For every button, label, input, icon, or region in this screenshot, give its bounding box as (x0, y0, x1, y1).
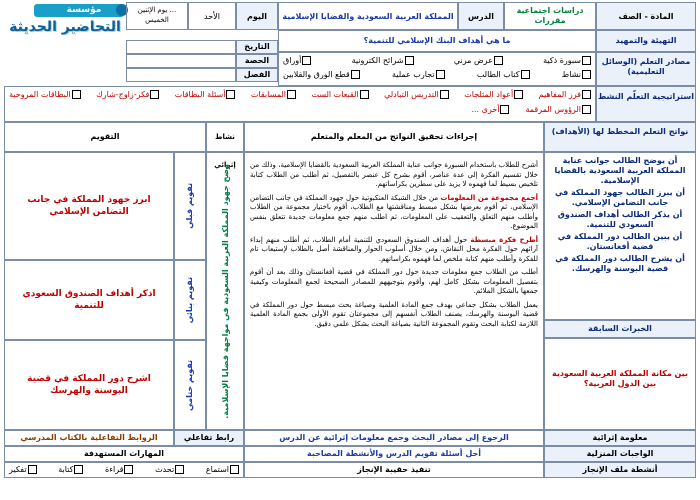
enrich-info-value-text: الرجوع إلى مصادر البحث وجمع معلومات إثرائية عن الدرس (279, 433, 509, 442)
strategy-item-label: التدريس التبادلي (384, 90, 439, 99)
day-label-text: اليوم (247, 12, 267, 21)
interactive-link-label-text: رابط تفاعلي (183, 433, 235, 442)
evaluation-stage (174, 152, 206, 260)
strategy-item-label: فكر-زاوج-شارك (96, 90, 150, 99)
procedure-lead: أطرح فكرة مبسطة (470, 235, 538, 244)
lesson-title (278, 2, 458, 30)
class-label (236, 68, 278, 82)
procedure-paragraph (250, 268, 538, 297)
logo-line2: التحاضير الحديثة (9, 19, 121, 35)
procedures-header (244, 122, 544, 152)
day-value-text: الأحد (204, 12, 220, 21)
resource-item-label: كتاب الطالب (476, 70, 520, 79)
homework-value-text: أحل أسئلة تقويم الدرس والأنشطة المصاحبة (307, 449, 481, 458)
checkbox-icon[interactable] (582, 56, 591, 65)
homework-value (244, 446, 544, 462)
checkbox-icon[interactable] (582, 70, 591, 79)
period-label-text: الحصة (244, 56, 270, 65)
prior-knowledge-question: بين مكانة المملكة العربية السعودية بين الدول العربية؟ (551, 369, 689, 388)
skills-box (4, 462, 244, 478)
strategy-item[interactable] (9, 90, 81, 100)
logo (4, 2, 126, 38)
subject-value-text: دراسات اجتماعية مقررات (516, 6, 584, 25)
day-label (236, 2, 278, 30)
checkbox-icon[interactable] (287, 90, 296, 99)
evaluation-header (4, 122, 206, 152)
resource-item[interactable] (543, 56, 591, 66)
enrichment-text: وضح جهود المملكة العربية السعودية في مواجهة قضايا الإسلامية. (220, 163, 230, 419)
strategy-item[interactable] (464, 90, 523, 100)
resource-item[interactable] (283, 56, 311, 66)
strategy-item[interactable] (251, 90, 296, 100)
skill-item-label: تحدث (155, 465, 175, 474)
resources-label (596, 52, 696, 86)
resource-item[interactable] (352, 56, 414, 66)
procedure-text: أشرح للطلاب باستخدام السبورة جوانب عناية المملكة العربية السعودية بالقضايا الإسلامية، وذلك من خلال تقسيم الفكرة إلى عدة عناصر، أقوم بشرح كل عنصر بالتفصيل، ثم أطلب من الطلاب كتابة تلخيص بسيط لما فهموه لا يزيد على سطرين بكراساتهم. (250, 161, 538, 188)
procedure-paragraph (250, 236, 538, 265)
class-label-text: الفصل (243, 70, 271, 79)
skill-item-label: تفكير (9, 465, 27, 474)
strategy-item-label: أسئلة البطاقات (174, 90, 226, 99)
strategy-item[interactable] (175, 90, 236, 100)
skills-label (4, 446, 244, 462)
evaluation-stage (174, 260, 206, 340)
evaluation-item-text: ابرز جهود المملكة في جانب التضامن الإسلامي (27, 195, 151, 217)
skill-item[interactable] (105, 465, 133, 475)
strategies-label (596, 86, 696, 122)
strategy-item[interactable] (539, 90, 591, 100)
skill-item-label: استماع (205, 465, 229, 474)
evaluation-stage-label: تقويم قبلي (185, 183, 194, 229)
objective-item: أن يبرز الطالب جهود المملكة في جانب التضامن الإسلامي. (554, 188, 686, 207)
logo-line1: مؤسسة (66, 5, 102, 15)
skill-item[interactable] (206, 465, 239, 475)
objectives-header (544, 122, 696, 152)
activity-header (206, 122, 244, 169)
interactive-link-value[interactable] (4, 430, 174, 446)
prior-knowledge-text (544, 338, 696, 430)
strategies-row2 (9, 105, 591, 115)
strategy-item[interactable] (525, 105, 591, 115)
objectives-header-text: نواتج التعلم المخطط لها (الأهداف) (551, 127, 689, 136)
checkbox-icon[interactable] (302, 56, 311, 65)
date-label-text: التاريخ (244, 42, 270, 51)
strategy-item[interactable] (311, 90, 368, 100)
strategies-row1 (9, 90, 591, 100)
period-label (236, 54, 278, 68)
objective-item: أن يوضح الطالب جوانب عناية المملكة العربية السعودية بالقضايا الإسلامية. (554, 156, 686, 185)
strategy-item-label: الرؤوس المرقمة (525, 105, 581, 114)
portfolio-label (544, 462, 696, 478)
procedure-paragraph (250, 194, 538, 232)
checkbox-icon[interactable] (72, 90, 81, 99)
homework-label (544, 446, 696, 462)
evaluation-header-text: التقويم (90, 132, 120, 141)
checkbox-icon[interactable] (405, 56, 414, 65)
intro-question (278, 30, 596, 52)
checkbox-icon[interactable] (74, 465, 83, 474)
days-extra (126, 2, 188, 30)
skill-item[interactable] (155, 465, 184, 475)
day-value (188, 2, 236, 30)
skill-item-label: قراءة (105, 465, 124, 474)
resource-item-label: تجارب عملية (392, 70, 435, 79)
strategy-item-label: المسابقات (250, 90, 287, 99)
resource-item-label: أوراق (283, 56, 302, 65)
enrich-info-value (244, 430, 544, 446)
checkbox-icon[interactable] (28, 465, 37, 474)
class-value[interactable] (126, 68, 236, 82)
procedure-text: حول أهداف الصندوق السعودي للتنمية أمام الطلاب، ثم أطلب منهم إبداء آرائهم حول الفكرة محل النقاش، ومن خلال أسلوب الحوار والمناقشة أصل بالطلاب لإستيعاب تام للفكرة وأطلب منهم كتابة ملخص لما فهموه بكراساتهم. (250, 235, 538, 263)
evaluation-stage (174, 340, 206, 430)
checkbox-icon[interactable] (175, 465, 184, 474)
date-label (236, 40, 278, 54)
enrich-info-label-text: معلومة إثرائية (592, 433, 648, 442)
evaluation-item (4, 260, 174, 340)
interactive-link-value-text: الروابط التفاعلية بالكتاب المدرسي (20, 433, 158, 442)
skill-item[interactable] (58, 465, 83, 475)
checkbox-icon[interactable] (514, 90, 523, 99)
objective-item: أن يذكر الطالب أهداف الصندوق السعودي للتنمية. (557, 210, 683, 229)
portfolio-value (244, 462, 544, 478)
logo-badge (4, 3, 126, 18)
subject-grade-label (596, 2, 696, 30)
strategy-item-label: أخرى ... (471, 105, 500, 114)
procedures-header-text: إجراءات تحقيق النواتج من المعلم والمتعلم (310, 132, 478, 141)
checkbox-icon[interactable] (436, 70, 445, 79)
checkbox-icon[interactable] (494, 56, 503, 65)
checkbox-icon[interactable] (360, 90, 369, 99)
procedure-lead: أجمع مجموعة من المعلومات (440, 193, 538, 202)
days-extra-2: الخميس (145, 16, 169, 24)
procedure-text: من خلال الشبكة العنكبوتية حول جهود المملكة في جانب التضامن الإسلامي، ثم أقوم بعرضها بشكل مبسط ومناقشتها مع الطلاب، أقوم باختيار مجموعة من الطلاب وأطلب منهم التعلق والتعقيب على المعلومات، ثم اطلب منهم جمع معلومات جديدة تتعلق بنفس الموضوع. (250, 193, 538, 230)
lesson-title-text: المملكة العربية السعودية والقضايا الإسلامية (282, 12, 454, 21)
resources-box (278, 52, 596, 86)
resource-item-label: نشاط (561, 70, 581, 79)
evaluation-item (4, 152, 174, 260)
resource-item-label: سبورة ذكية (543, 56, 581, 65)
resource-item[interactable] (562, 70, 591, 80)
lesson-label-text: الدرس (467, 12, 494, 21)
evaluation-stage-label: تقويم بنائي (185, 276, 194, 324)
prior-knowledge-label (544, 320, 696, 338)
checkbox-icon[interactable] (500, 105, 509, 114)
strategy-item[interactable] (471, 105, 509, 115)
lesson-label (458, 2, 504, 30)
evaluation-item-text: اذكر أهداف الصندوق السعودي للتنمية (22, 289, 156, 311)
strategy-item[interactable] (96, 90, 159, 100)
objective-item: أن يبين الطالب دور المملكة في قضية أفغانستان. (557, 232, 683, 251)
resource-item[interactable] (283, 70, 360, 80)
evaluation-item (4, 340, 174, 430)
resource-item[interactable] (454, 56, 503, 66)
enrichment-box (206, 152, 244, 430)
checkbox-icon[interactable] (124, 465, 133, 474)
checkbox-icon[interactable] (230, 465, 239, 474)
procedure-text: يعمل الطلاب بشكل جماعي بهدف جمع المادة العلمية وصياغة بحث مبسط حول دور المملكة في قضية البوسنة والهرسك، يصنف الطلاب أنفسهم إلى مجموعتان تقوم الأولى بجمع المادة العلمية اللازمة لكتابة البحث وتقوم المجموعة الثانية بصياغة البحث بشكل علمي دقيق. (250, 300, 538, 328)
checkbox-icon[interactable] (150, 90, 159, 99)
portfolio-label-text: أنشطة ملف الإنجاز (582, 465, 658, 474)
interactive-link-label (174, 430, 244, 446)
strategies-label-text: استراتيجية التعلّم النشط (597, 92, 695, 101)
intro-label (596, 30, 696, 52)
resource-item[interactable] (392, 70, 445, 80)
activity-header-text: نشاط إثرائي (214, 133, 236, 169)
resource-item-label: شرائح الكترونية (351, 56, 404, 65)
resources-row2 (283, 70, 591, 80)
strategy-item-label: البطاقات المروحية (9, 90, 71, 99)
enrich-info-label (544, 430, 696, 446)
strategy-item-label: القبعات الست (311, 90, 359, 99)
checkbox-icon[interactable] (582, 90, 591, 99)
checkbox-icon[interactable] (440, 90, 449, 99)
checkbox-icon[interactable] (582, 105, 591, 114)
resource-item-label: قطع الورق والقلابين (283, 70, 350, 79)
checkbox-icon[interactable] (351, 70, 360, 79)
subject-grade-label-text: المادة - الصف (618, 12, 674, 21)
intro-question-text: ما هي أهداف البنك الإسلامي للتنمية؟ (363, 36, 511, 45)
prior-knowledge-label-text: الخبرات السابقة (588, 324, 652, 333)
checkbox-icon[interactable] (226, 90, 235, 99)
objectives-list (544, 152, 696, 320)
period-value[interactable] (126, 54, 236, 68)
procedure-paragraph (250, 301, 538, 330)
strategy-item-label: أعواد المثلجات (464, 90, 514, 99)
resource-item[interactable] (477, 70, 530, 80)
strategy-item[interactable] (384, 90, 449, 100)
resources-row1 (283, 56, 591, 66)
procedure-paragraph (250, 161, 538, 190)
strategy-item-label: فرز المفاهيم (538, 90, 581, 99)
procedures-box (244, 152, 544, 430)
checkbox-icon[interactable] (521, 70, 530, 79)
date-value[interactable] (126, 40, 236, 54)
homework-label-text: الواجبات المنزلية (586, 449, 654, 458)
portfolio-value-text: تنفيذ حقيبة الإنجاز (357, 465, 431, 474)
intro-label-text: التهيئة والتمهيد (615, 36, 677, 45)
skill-item[interactable] (9, 465, 37, 475)
objective-item: أن يشرح الطالب دور المملكة في قضية البوسنة والهرسك. (555, 254, 685, 273)
skills-label-text: المهارات المستهدفة (83, 449, 165, 458)
subject-value (504, 2, 596, 30)
strategies-box (4, 86, 596, 122)
evaluation-stage-label: تقويم ختامي (185, 359, 194, 411)
evaluation-item-text: اشرح دور المملكة في قضية البوسنة والهرسك (27, 374, 151, 396)
procedure-text: أطلب من الطلاب جمع معلومات جديدة حول دور المملكة في قضية أفغانستان وذلك بعد أن أقوم بتفصيل المعلومات بشكل كامل لهم، وأقوم بتوجيههم للمصادر الصحيحة لجمع المعلومات وكيفية جمعها بالشكل الملائم. (250, 268, 538, 295)
resource-item-label: عرض مرني (453, 56, 493, 65)
resources-label-text: مصادر التعلم (الوسائل التعليمية) (601, 57, 691, 76)
days-extra-1: ... يوم الإثنين (137, 6, 177, 14)
skill-item-label: كتابة (58, 465, 74, 474)
